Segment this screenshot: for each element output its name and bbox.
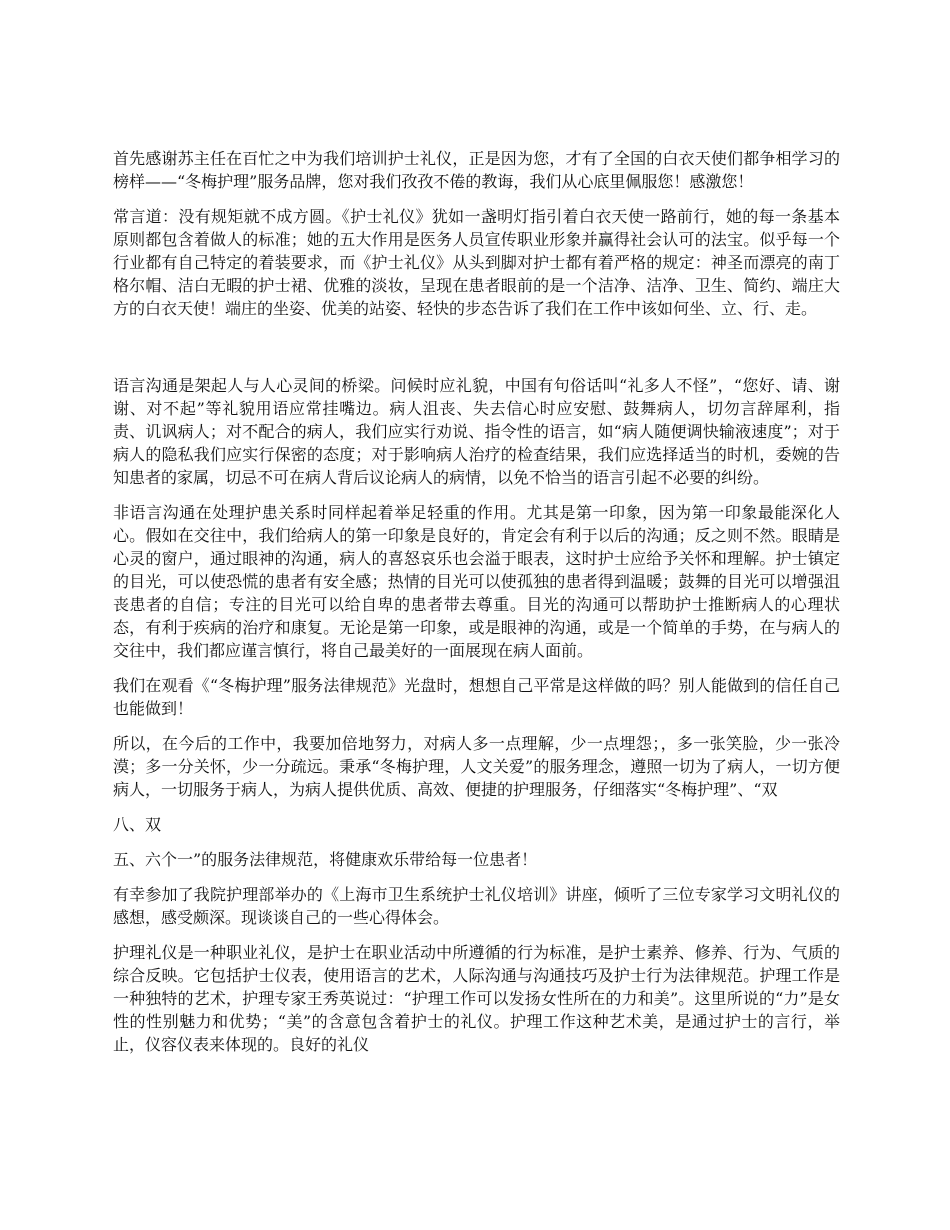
paragraph-dvd-reflection: 我们在观看《“冬梅护理”服务法律规范》光盘时，想想自己平常是这样做的吗？别人能做到的信任自己也能做到！ <box>113 676 840 718</box>
paragraph-nonverbal-communication: 非语言沟通在处理护患关系时同样起着举足轻重的作用。尤其是第一印象，因为第一印象最能深化人心。假如在交往中，我们给病人的第一印象是良好的，肯定会有利于以后的沟通；反之则不然。眼睛是心灵的窗户，通过眼神的沟通，病人的喜怒哀乐也会溢于眼表，这时护士应给予关怀和理解。护士镇定的目光，可以使恐慌的患者有安全感；热情的目光可以使孤独的患者得到温暖；鼓舞的目光可以增强沮丧患者的自信；专注的目光可以给自卑的患者带去尊重。目光的沟通可以帮助护士推断病人的心理状态，有利于疾病的治疗和康复。无论是第一印象，或是眼神的沟通，或是一个简单的手势，在与病人的交往中，我们都应谨言慎行，将自己最美好的一面展现在病人面前。 <box>113 503 840 660</box>
paragraph-training-attendance: 有幸参加了我院护理部举办的《上海市卫生系统护士礼仪培训》讲座，倾听了三位专家学习文明礼仪的感想，感受颇深。现谈谈自己的一些心得体会。 <box>113 885 840 927</box>
paragraph-rules: 常言道：没有规矩就不成方圆。《护士礼仪》犹如一盏明灯指引着白衣天使一路前行，她的每一条基本原则都包含着做人的标准；她的五大作用是医务人员宣传职业形象并赢得社会认可的法宝。似乎每一个行业都有自己特定的着装要求，而《护士礼仪》从头到脚对护士都有着严格的规定：神圣而漂亮的南丁格尔帽、洁白无暇的护士裙、优雅的淡妆，呈现在患者眼前的是一个洁净、洁净、卫生、简约、端庄大方的白衣天使！端庄的坐姿、优美的站姿、轻快的步态告诉了我们在工作中该如何坐、立、行、走。 <box>113 207 840 318</box>
paragraph-fragment-eight: 八、双 <box>113 815 162 834</box>
document-page <box>113 147 840 1068</box>
paragraph-future-work: 所以，在今后的工作中，我要加倍地努力，对病人多一点理解，少一点埋怨；，多一张笑脸，少一张冷漠；多一分关怀，少一分疏远。秉承“冬梅护理，人文关爱”的服务理念，遵照一切为了病人，一切方便病人，一切服务于病人，为病人提供优质、高效、便捷的护理服务，仔细落实“冬梅护理”、“双 <box>113 734 840 799</box>
paragraph-fragment-five-six: 五、六个一”的服务法律规范，将健康欢乐带给每一位患者！ <box>113 850 538 869</box>
paragraph-gap <box>113 332 840 374</box>
paragraph-gratitude: 首先感谢苏主任在百忙之中为我们培训护士礼仪，正是因为您，才有了全国的白衣天使们都争相学习的榜样——“冬梅护理”服务品牌，您对我们孜孜不倦的教诲，我们从心底里佩服您！感激您！ <box>113 149 840 191</box>
paragraph-nursing-etiquette: 护理礼仪是一种职业礼仪，是护士在职业活动中所遵循的行为标准，是护士素养、修养、行为、气质的综合反映。它包括护士仪表，使用语言的艺术，人际沟通与沟通技巧及护士行为法律规范。护理工作是一种独特的艺术，护理专家王秀英说过：“护理工作可以发扬女性所在的力和美”。这里所说的“力”是女性的性别魅力和优势；“美”的含意包含着护士的礼仪。护理工作这种艺术美，是通过护士的言行，举止，仪容仪表来体现的。良好的礼仪 <box>113 943 840 1054</box>
paragraph-verbal-communication: 语言沟通是架起人与人心灵间的桥梁。问候时应礼貌，中国有句俗话叫“礼多人不怪”，“您好、请、谢谢、对不起”等礼貌用语应常挂嘴边。病人沮丧、失去信心时应安慰、鼓舞病人，切勿言辞犀利，指责、讥讽病人；对不配合的病人，我们应实行劝说、指令性的语言，如“病人随便调快输液速度”；对于病人的隐私我们应实行保密的态度；对于影响病人治疗的检查结果，我们应选择适当的时机，委婉的告知患者的家属，切忌不可在病人背后议论病人的病情，以免不恰当的语言引起不必要的纠纷。 <box>113 376 840 487</box>
